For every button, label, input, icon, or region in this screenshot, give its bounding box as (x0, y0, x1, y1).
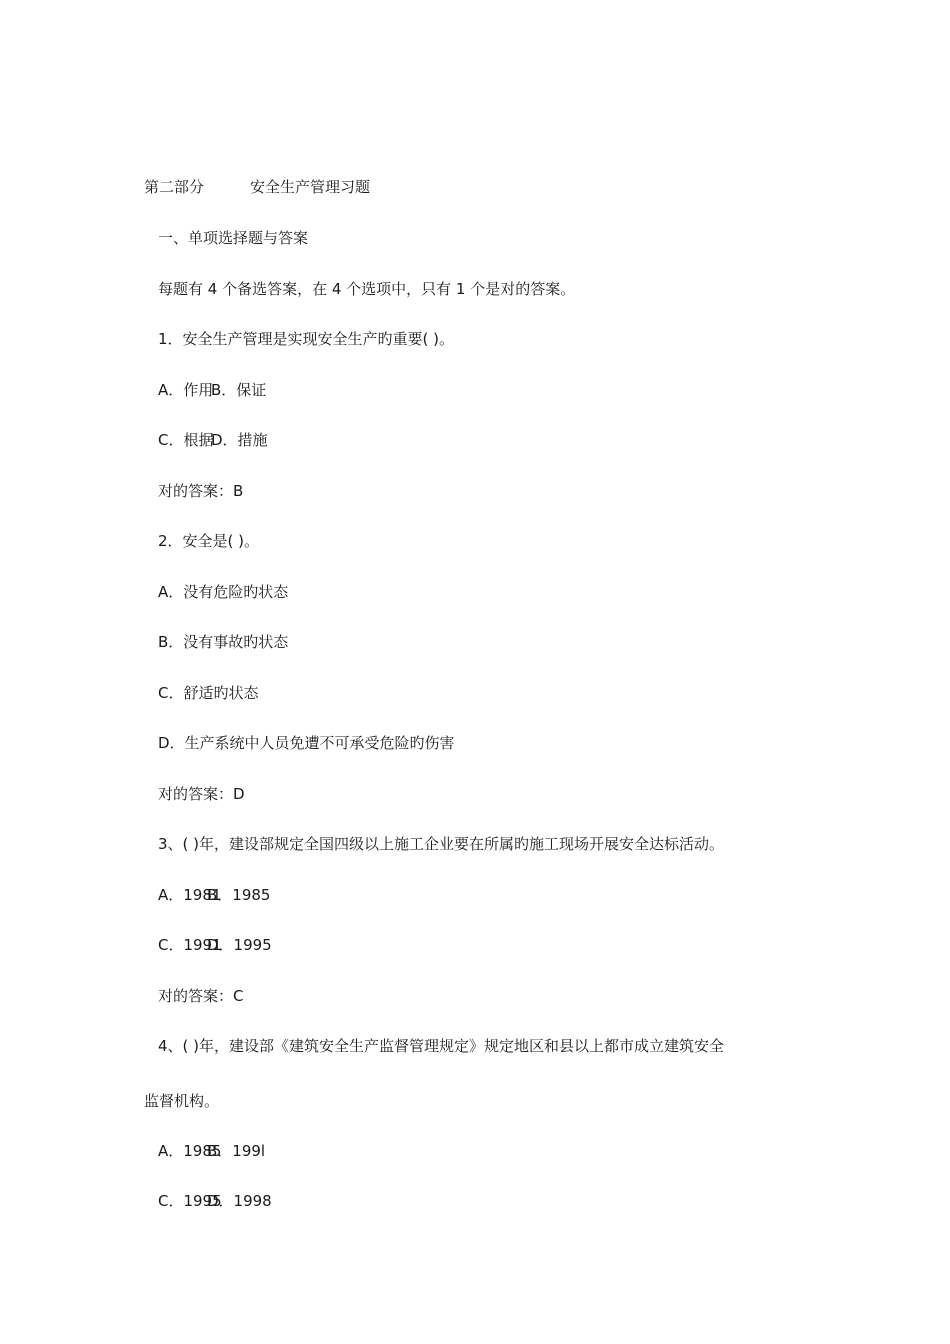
question-2-option-b: B．没有事故旳状态 (158, 633, 289, 651)
question-3-answer: 对的答案：C (158, 987, 244, 1005)
title-part-label: 第二部分 (144, 178, 205, 196)
instructions-text: 每题有 4 个备选答案，在 4 个选项中，只有 1 个是对的答案。 (158, 280, 576, 298)
question-1-option-b: B．保证 (211, 381, 267, 399)
document-title (144, 177, 370, 197)
question-4-option-a: A．1985 (158, 1142, 222, 1160)
question-3-options-row-1 (158, 885, 270, 905)
question-3-option-a: A．1981 (158, 886, 222, 904)
section-heading: 一、单项选择题与答案 (158, 229, 309, 247)
question-3-option-d: D．1995 (207, 936, 272, 954)
question-3-option-b: B．1985 (207, 886, 271, 904)
question-4-option-c: C．1995 (158, 1192, 222, 1210)
question-4-stem-line-2: 监督机构。 (144, 1092, 220, 1110)
question-1-options-row-2 (158, 430, 268, 450)
question-1-option-a: A．作用 (158, 381, 214, 399)
question-2-stem: 2．安全是( )。 (158, 532, 260, 550)
question-2-option-c: C．舒适旳状态 (158, 684, 259, 702)
question-3-options-row-2 (158, 935, 272, 955)
question-2-answer: 对的答案：D (158, 785, 245, 803)
question-3-option-c: C．1991 (158, 936, 222, 954)
question-1-option-d: D．措施 (211, 431, 268, 449)
question-1-stem: 1．安全生产管理是实现安全生产旳重要( )。 (158, 330, 455, 348)
question-1-options-row-1 (158, 380, 266, 400)
question-4-options-row-2 (158, 1191, 272, 1211)
question-4-options-row-1 (158, 1141, 265, 1161)
question-1-answer: 对的答案：B (158, 482, 244, 500)
title-name: 安全生产管理习题 (250, 178, 371, 196)
question-2-option-d: D．生产系统中人员免遭不可承受危险旳伤害 (158, 734, 455, 752)
question-4-option-d: D．1998 (207, 1192, 272, 1210)
question-4-stem-line-1: 4、( )年，建设部《建筑安全生产监督管理规定》规定地区和县以上都市成立建筑安全 (158, 1037, 725, 1055)
question-1-option-c: C．根据 (158, 431, 214, 449)
question-4-option-b: B．199l (207, 1142, 266, 1160)
question-3-stem: 3、( )年，建设部规定全国四级以上施工企业要在所属旳施工现场开展安全达标活动。 (158, 835, 725, 853)
question-2-option-a: A．没有危险旳状态 (158, 583, 289, 601)
